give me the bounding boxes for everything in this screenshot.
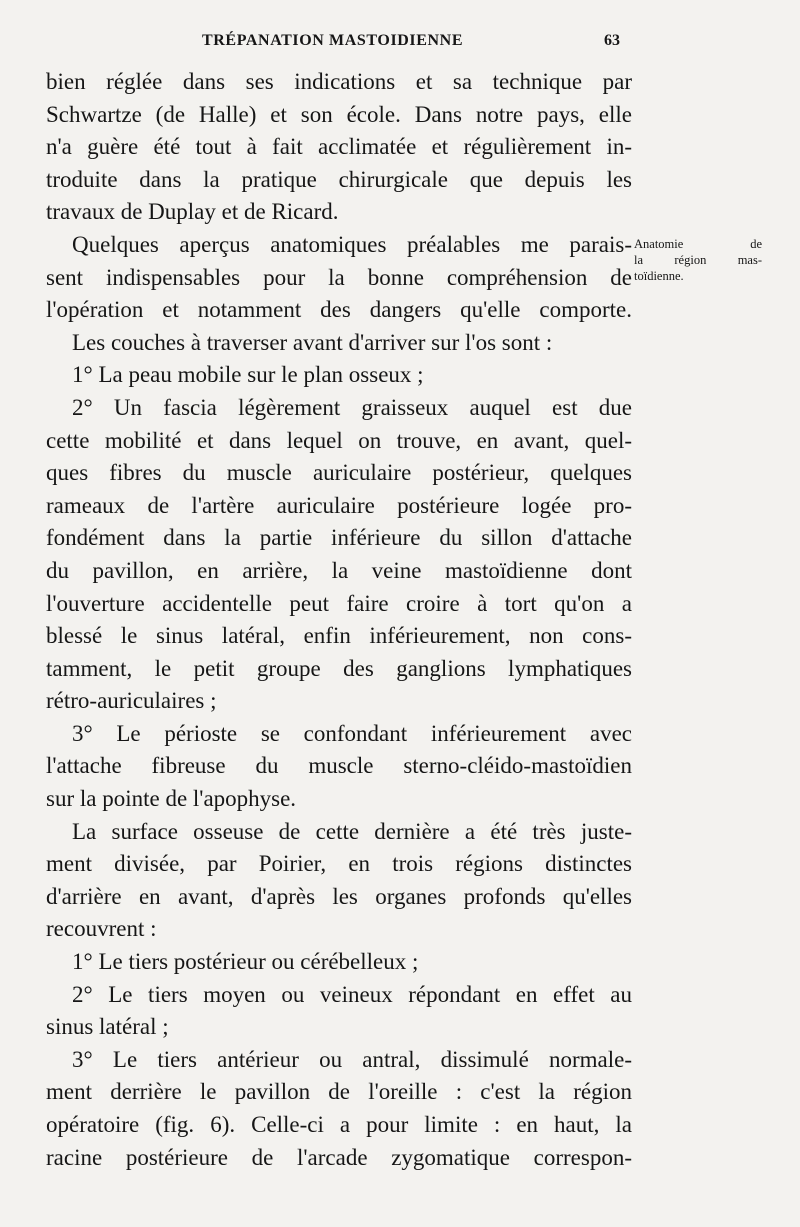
text-line: 2° Un fascia légèrement graisseux auquel est due [72,394,632,420]
text-line: ques fibres du muscle auriculaire postérieur, quelques [46,460,632,486]
text-line: l'attache fibreuse du muscle sterno-cléido-mastoïdien [46,753,632,779]
marginal-note-line: Anatomie de [634,237,762,251]
text-line: du pavillon, en arrière, la veine mastoïdienne dont [46,557,632,583]
text-line: d'arrière en avant, d'après les organes profonds qu'elles [46,883,632,909]
text-line: recouvrent : [46,916,157,942]
text-line: rameaux de l'artère auriculaire postérieure logée pro- [46,492,632,518]
text-line: l'opération et notamment des dangers qu'elle comporte. [46,297,632,323]
marginal-note-line: la région mas- [634,253,762,267]
text-line: racine postérieure de l'arcade zygomatique correspon- [46,1144,632,1170]
text-line: n'a guère été tout à fait acclimatée et régulièrement in- [46,134,632,160]
running-title: TRÉPANATION MASTOIDIENNE [202,32,464,49]
text-line: l'ouverture accidentelle peut faire croire à tort qu'on a [46,590,632,616]
text-line: sent indispensables pour la bonne compréhension de [46,264,632,290]
text-line: opératoire (fig. 6). Celle-ci a pour limite : en haut, la [46,1112,632,1137]
text-line: sur la pointe de l'apophyse. [46,786,297,812]
text-line: 3° Le périoste se confondant inférieurement avec [72,720,632,746]
body-text [46,66,632,1174]
running-head [0,32,800,56]
text-line: travaux de Duplay et de Ricard. [46,199,339,225]
text-line: tamment, le petit groupe des ganglions lymphatiques [46,655,632,681]
text-line: 1° La peau mobile sur le plan osseux ; [72,362,424,388]
text-line: rétro-auriculaires ; [46,688,217,714]
text-line: sinus latéral ; [46,1014,169,1040]
text-line: ment derrière le pavillon de l'oreille : c'est la région [46,1079,632,1105]
text-line: 3° Le tiers antérieur ou antral, dissimulé normale- [72,1046,632,1072]
marginal-note-line: toïdienne. [634,269,684,283]
text-line: troduite dans la pratique chirurgicale que depuis les [46,166,632,192]
text-line: 1° Le tiers postérieur ou cérébelleux ; [72,949,419,975]
text-line: ment divisée, par Poirier, en trois régions distinctes [46,851,632,877]
text-line: Schwartze (de Halle) et son école. Dans notre pays, elle [46,101,632,127]
page-number: 63 [604,32,620,49]
marginal-note [634,236,762,284]
text-line: cette mobilité et dans lequel on trouve, en avant, quel- [46,427,632,453]
text-line: blessé le sinus latéral, enfin inférieurement, non cons- [46,623,632,649]
text-line: 2° Le tiers moyen ou veineux répondant en effet au [72,981,632,1007]
text-line: bien réglée dans ses indications et sa technique par [46,69,632,94]
text-line: Quelques aperçus anatomiques préalables me parais- [72,231,632,257]
text-line: fondément dans la partie inférieure du sillon d'attache [46,525,632,551]
text-line: Les couches à traverser avant d'arriver sur l'os sont : [72,329,553,355]
text-line: La surface osseuse de cette dernière a été très juste- [72,818,632,844]
